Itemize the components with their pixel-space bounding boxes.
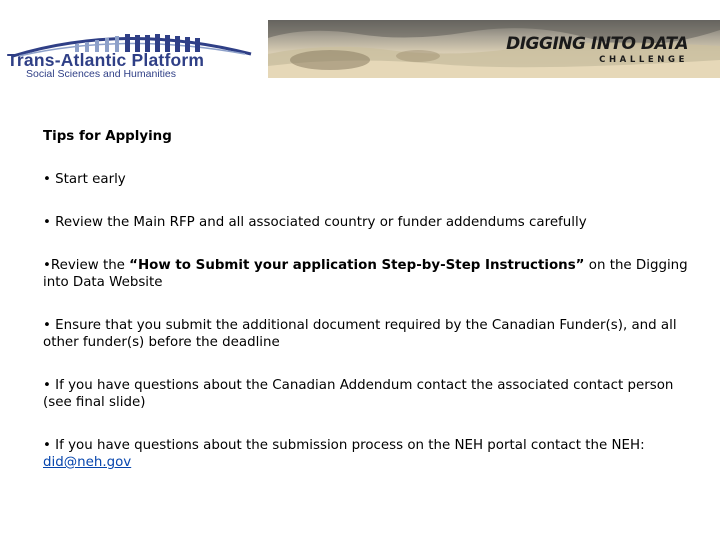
bullet-text-prefix: Review the [50,258,130,273]
bullet-icon: • [43,378,51,393]
bullet-text: If you have questions about the Canadian Addendum contact the associated contact person (see final slide) [43,378,674,410]
bullet-icon: • [43,438,51,453]
bullet-review-instructions [43,257,688,291]
banner-brand [506,36,688,65]
logo-subtitle: Social Sciences and Humanities [26,68,176,80]
bullet-ensure-document [43,317,688,351]
trans-atlantic-platform-logo [5,28,255,80]
bullet-review-rfp [43,214,688,231]
bullet-icon: • [43,215,51,230]
instructions-title: “How to Submit your application Step-by-Step Instructions” [129,258,585,273]
brand-subtitle: CHALLENGE [599,55,688,65]
digging-into-data-banner [268,20,720,78]
bullet-icon: • [43,172,51,187]
bullet-start-early [43,171,688,188]
bullet-icon: • [43,318,51,333]
bullet-text: Ensure that you submit the additional document required by the Canadian Funder(s), and all other funder(s) before the deadline [43,318,677,350]
bullet-questions-neh [43,437,688,471]
bullet-text: If you have questions about the submission process on the NEH portal contact the NEH: [55,438,645,453]
slide-heading: Tips for Applying [43,129,172,144]
bullet-text: Review the Main RFP and all associated country or funder addendums carefully [55,215,587,230]
logo-title: Trans-Atlantic Platform [7,50,205,70]
bullet-icon: • [43,258,51,273]
bullet-text-suffix: on the Digging into Data Website [43,258,688,290]
bullet-text: Start early [55,172,126,187]
neh-email-link[interactable]: did@neh.gov [43,455,132,470]
brand-title: DIGGING INTO DATA [506,34,688,54]
bullet-questions-canada [43,377,688,411]
slide-body [43,128,688,497]
